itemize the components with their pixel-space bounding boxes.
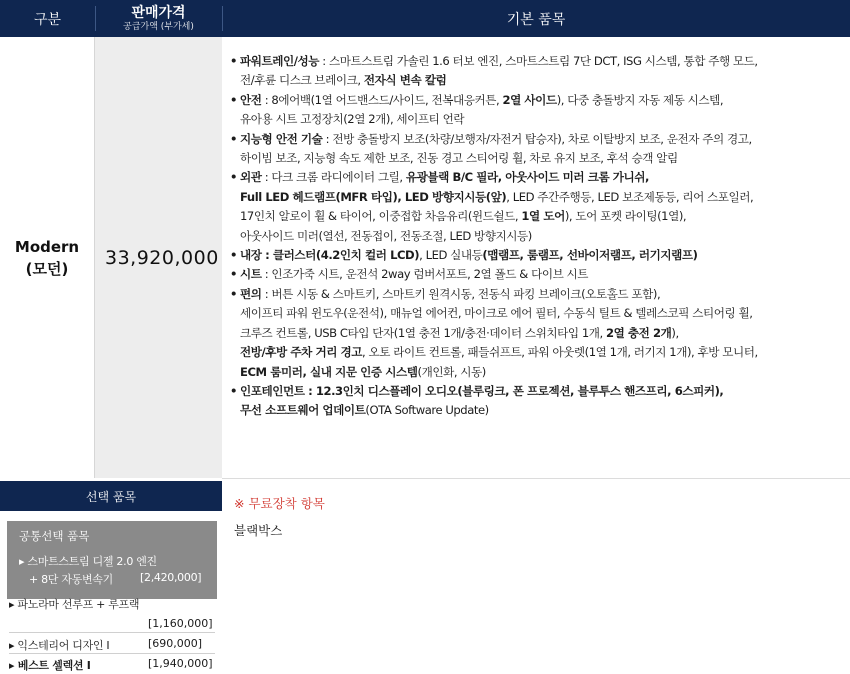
common-options-title: 공통선택 품목	[19, 529, 90, 543]
feature-convenience: • 편의 : 버튼 시동 & 스마트키, 스마트키 원격시동, 전동식 파킹 브레이크(오토홀드 포함), 세이프티 파워 윈도우(운전석), 매뉴얼 에어컨, 마이크로 에어 필터, 수동식 틸트 & 텔레스코픽 스티어링 휠, 크루즈 컨트롤, USB C타입 단자(1열 충전 1개/충전·데이터 스위치타입 1개, 2열 충전 2개), 전방/후방 주차 거리 경고, 오토 라이트 컨트롤, 패들쉬프트, 파워 아웃렛(1열 1개, 러기지 1개), 후방 모니터, ECM 룸미러, 실내 지문 인증 시스템(개인화, 시동)	[230, 285, 842, 382]
table-header	[0, 0, 850, 37]
option-best-selection: ▸ 베스트 셀렉션 I	[9, 659, 91, 672]
option-exterior-price: [690,000]	[148, 637, 203, 650]
common-option-transmission: + 8단 자동변속기	[29, 573, 113, 586]
option-panorama: ▸ 파노라마 선루프 + 루프랙	[9, 598, 140, 611]
common-option-engine: ▸ 스마트스트림 디젤 2.0 엔진	[19, 555, 157, 568]
trim-name-kr: (모던)	[25, 259, 69, 278]
feature-seat: • 시트 : 인조가죽 시트, 운전석 2way 럼버서포트, 2열 폴드 & 다이브 시트	[230, 265, 842, 284]
options-panel	[0, 511, 222, 674]
free-items-title: ※ 무료장착 항목	[234, 496, 325, 511]
feature-interior: • 내장 : 클러스터(4.2인치 컬러 LCD), LED 실내등(맵램프, 룸램프, 선바이저램프, 러기지램프)	[230, 246, 842, 265]
feature-powertrain: • 파워트레인/성능 : 스마트스트림 가솔린 1.6 터보 엔진, 스마트스트림 7단 DCT, ISG 시스템, 통합 주행 모드, 전/후륜 디스크 브레이크, 전자식 변속 칼럼	[230, 52, 842, 91]
common-option-price: [2,420,000]	[140, 571, 202, 584]
feature-adas: • 지능형 안전 기술 : 전방 충돌방지 보조(차량/보행자/자전거 탑승자), 차로 이탈방지 보조, 운전자 주의 경고, 하이빔 보조, 지능형 속도 제한 보조, 진동 경고 스티어링 휠, 차로 유지 보조, 후석 승객 알림	[230, 130, 842, 169]
feature-safety: • 안전 : 8에어백(1열 어드밴스드/사이드, 전복대응커튼, 2열 사이드), 다중 충돌방지 자동 제동 시스템, 유아용 시트 고정장치(2열 2개), 세이프티 언락	[230, 91, 842, 130]
section-divider	[222, 478, 850, 479]
header-price: 판매가격 공급가액 (부가세)	[123, 4, 194, 32]
feature-exterior: • 외관 : 다크 크롬 라디에이터 그릴, 유광블랙 B/C 필라, 아웃사이드 미러 크롬 가니쉬, Full LED 헤드램프(MFR 타입), LED 방향지시등(앞), LED 주간주행등, LED 보조제동등, 리어 스포일러, 17인치 알로이 휠 & 타이어, 이중접합 차음유리(윈드쉴드, 1열 도어), 도어 포켓 라이팅(1열), 아웃사이드 미러(열선, 전동접이, 전동조절, LED 방향지시등)	[230, 168, 842, 246]
header-grade: 구분	[33, 11, 62, 28]
options-header: 선택 품목	[0, 481, 222, 511]
trim-name: Modern	[14, 237, 80, 256]
features-list	[230, 52, 842, 421]
common-options-box	[7, 521, 217, 599]
trim-name-cell	[0, 37, 95, 478]
option-exterior-design: ▸ 익스테리어 디자인 I	[9, 639, 110, 652]
option-divider	[9, 632, 215, 633]
option-panorama-price: [1,160,000]	[148, 617, 213, 630]
option-divider	[9, 653, 215, 654]
option-best-price: [1,940,000]	[148, 657, 213, 670]
header-features: 기본 품목	[506, 11, 566, 28]
trim-price-cell	[95, 37, 222, 478]
free-item-blackbox: 블랙박스	[234, 523, 283, 538]
feature-infotainment: • 인포테인먼트 : 12.3인치 디스플레이 오디오(블루링크, 폰 프로젝션, 블루투스 핸즈프리, 6스피커), 무선 소프트웨어 업데이트(OTA Software Update)	[230, 382, 842, 421]
trim-price: 33,920,000	[105, 246, 219, 269]
